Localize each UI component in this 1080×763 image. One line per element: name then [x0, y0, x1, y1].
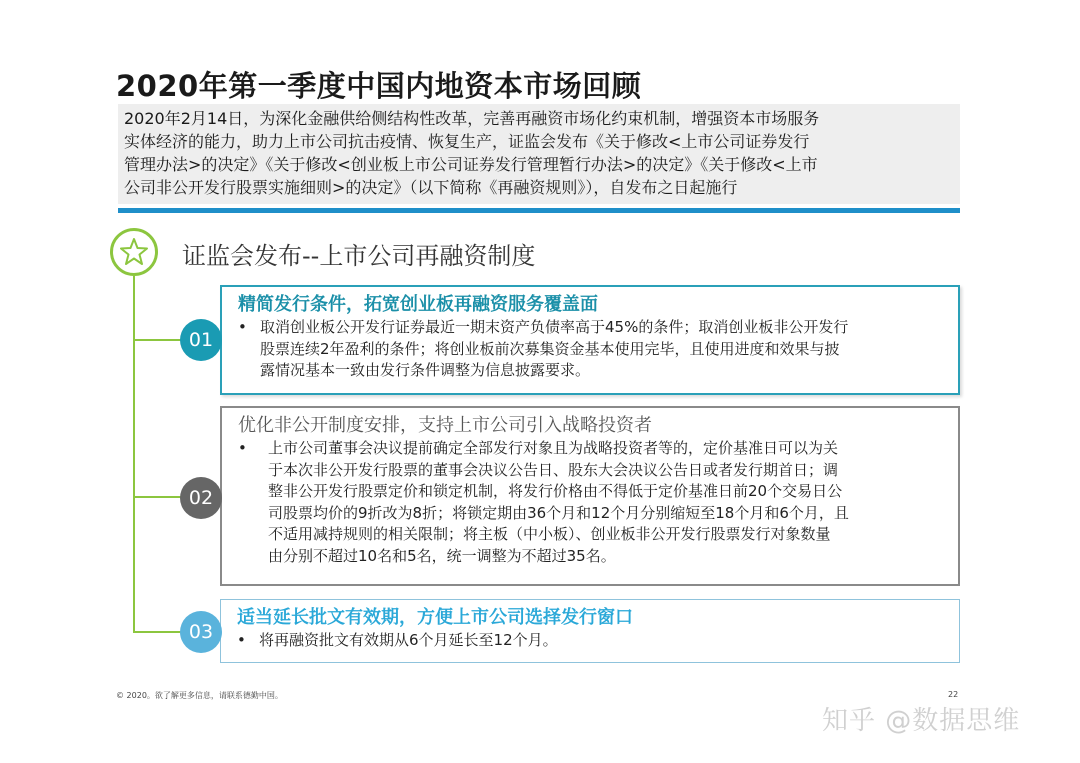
star-icon [110, 228, 158, 276]
bullet-line: 于本次非公开发行股票的董事会决议公告日、股东大会决议公告日或者发行期首日；调 [268, 460, 839, 479]
footer-copyright: © 2020。欲了解更多信息，请联系德勤中国。 [116, 691, 283, 700]
bullet-line: 股票连续2年盈利的条件；将创业板前次募集资金基本使用完毕，且使用进度和效果与披 [260, 339, 840, 358]
timeline-connector [133, 339, 183, 341]
bullet-row [238, 438, 948, 567]
bullet-line: 由分别不超过10名和5名，统一调整为不超过35名。 [268, 546, 616, 565]
intro-underline [118, 208, 960, 213]
bullet-row [238, 317, 948, 382]
bullet-line: 整非公开发行股票定价和锁定机制，将发行价格由不得低于定价基准日前20个交易日公 [268, 482, 843, 500]
bullet-line: 司股票均价的9折改为8折；将锁定期由36个月和12个月分别缩短至18个月和6个月，且 [268, 503, 849, 522]
timeline-line [133, 276, 135, 632]
item-title: 精简发行条件，拓宽创业板再融资服务覆盖面 [238, 294, 598, 315]
bullet-line: 取消创业板公开发行证券最近一期末资产负债率高于45%的条件；取消创业板非公开发行 [260, 318, 849, 336]
item-number-badge: 01 [180, 319, 222, 361]
item-title: 适当延长批文有效期，方便上市公司选择发行窗口 [237, 607, 633, 628]
timeline-connector [133, 496, 183, 498]
bullet-line: 露情况基本一致由发行条件调整为信息披露要求。 [260, 361, 591, 379]
item-title: 优化非公开制度安排，支持上市公司引入战略投资者 [238, 415, 652, 436]
item-number-badge: 02 [180, 477, 222, 519]
bullet: • [238, 439, 247, 457]
page-title: 2020年第一季度中国内地资本市场回顾 [116, 69, 642, 103]
item-box-3 [220, 599, 960, 663]
watermark: 知乎 @数据思维 [822, 706, 1021, 736]
bullet-row [237, 630, 949, 652]
bullet-line: 不适用减持规则的相关限制；将主板（中小板）、创业板非公开发行股票发行对象数量 [268, 525, 831, 543]
intro-paragraph: 2020年2月14日，为深化金融供给侧结构性改革，完善再融资市场化约束机制，增强资本市场服务 实体经济的能力，助力上市公司抗击疫情、恢复生产，证监会发布《关于修改<上市公司证券发行 管理办法>的决定》《关于修改<创业板上市公司证券发行管理暂行办法>的决定》《关于修改<上市 公司非公开发行股票实施细则>的决定》（以下简称《再融资规则》），自发布之日起施行 [118, 104, 960, 204]
bullet-line: 上市公司董事会决议提前确定全部发行对象且为战略投资者等的，定价基准日可以为关 [268, 439, 839, 457]
page-number: 22 [948, 690, 959, 699]
item-box-2 [220, 406, 960, 586]
timeline-connector [133, 631, 183, 633]
section-title: 证监会发布--上市公司再融资制度 [182, 242, 536, 270]
item-number-badge: 03 [180, 611, 222, 653]
bullet-line: 将再融资批文有效期从6个月延长至12个月。 [259, 631, 558, 649]
item-box-1 [220, 285, 960, 395]
bullet: • [237, 631, 246, 649]
bullet: • [238, 318, 247, 336]
